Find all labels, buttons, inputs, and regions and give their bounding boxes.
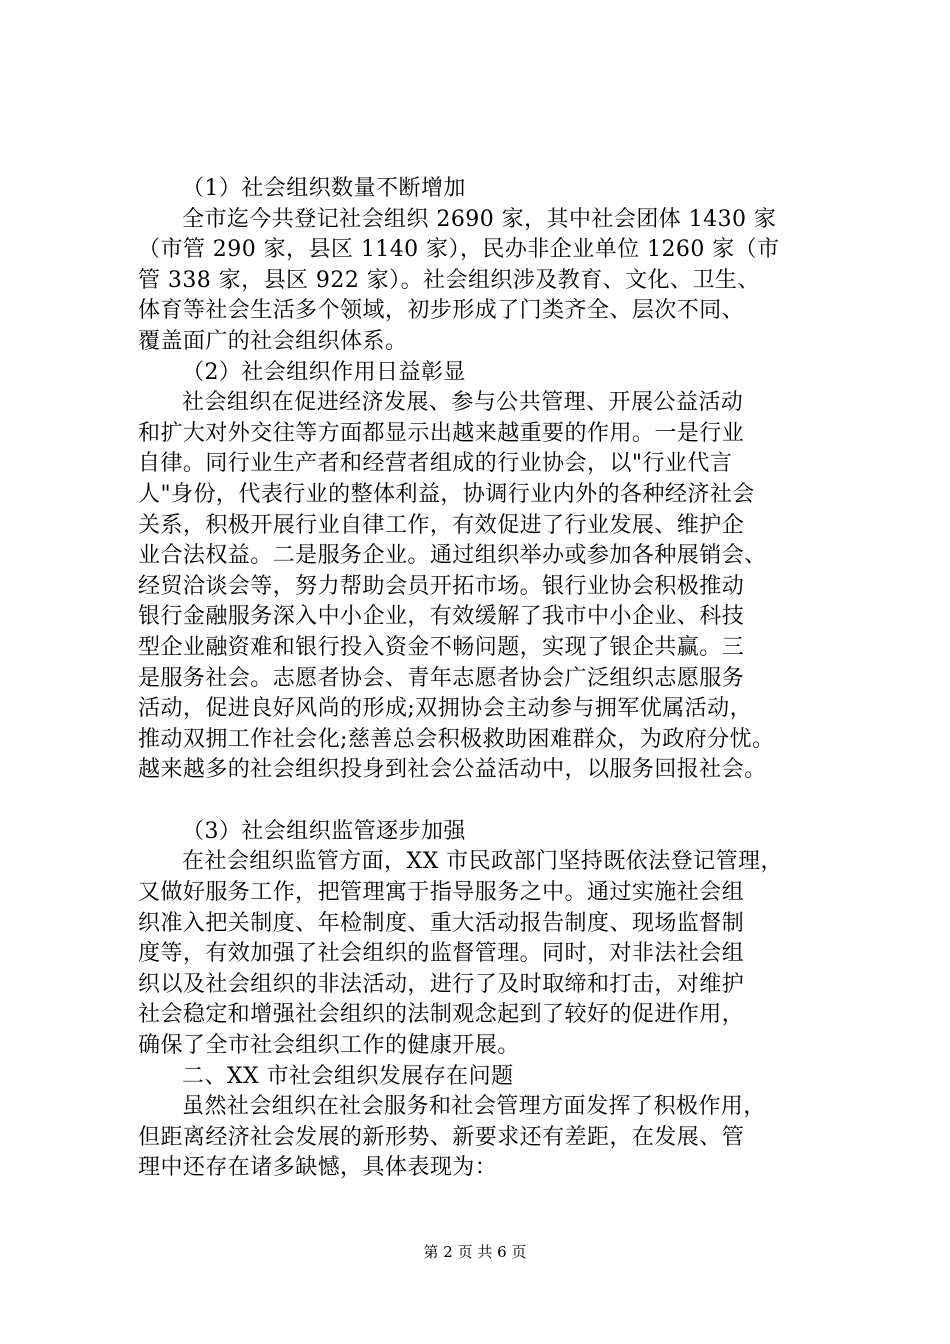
paragraph-line: 关系，积极开展行业自律工作，有效促进了行业发展、维护企 xyxy=(138,512,745,538)
paragraph-line: 在社会组织监管方面，XX 市民政部门坚持既依法登记管理， xyxy=(182,849,783,875)
page-footer: 第 2 页 共 6 页 xyxy=(423,1243,527,1261)
paragraph-line: 织准入把关制度、年检制度、重大活动报告制度、现场监督制 xyxy=(138,910,745,936)
paragraph-line: 业合法权益。二是服务企业。通过组织举办或参加各种展销会、 xyxy=(138,543,767,569)
paragraph-line: （市管 290 家，县区 1140 家），民办非企业单位 1260 家（市 xyxy=(138,237,780,263)
section-heading-3: （3）社会组织监管逐步加强 xyxy=(182,818,466,844)
paragraph-line: 活动，促进良好风尚的形成;双拥协会主动参与拥军优属活动， xyxy=(138,696,753,722)
chapter-heading-2: 二、XX 市社会组织发展存在问题 xyxy=(182,1063,514,1089)
paragraph-line: 银行金融服务深入中小企业，有效缓解了我市中小企业、科技 xyxy=(138,604,745,630)
paragraph-line: 织以及社会组织的非法活动，进行了及时取缔和打击，对维护 xyxy=(138,971,745,997)
document-body xyxy=(138,174,838,1184)
paragraph-gap xyxy=(138,786,838,817)
paragraph-line: 经贸洽谈会等，努力帮助会员开拓市场。银行业协会积极推动 xyxy=(138,573,745,599)
paragraph-line: 虽然社会组织在社会服务和社会管理方面发挥了积极作用， xyxy=(182,1094,766,1120)
paragraph-line: 确保了全市社会组织工作的健康开展。 xyxy=(138,1033,520,1059)
paragraph-line: 越来越多的社会组织投身到社会公益活动中，以服务回报社会。 xyxy=(138,757,767,783)
paragraph-line: 度等，有效加强了社会组织的监督管理。同时，对非法社会组 xyxy=(138,941,745,967)
paragraph-line: 社会组织在促进经济发展、参与公共管理、开展公益活动 xyxy=(182,390,744,416)
paragraph-line: 自律。同行业生产者和经营者组成的行业协会，以"行业代言 xyxy=(138,451,733,477)
paragraph-line: 人"身份，代表行业的整体利益，协调行业内外的各种经济社会 xyxy=(138,481,755,507)
paragraph-line: 管 338 家，县区 922 家）。社会组织涉及教育、文化、卫生、 xyxy=(138,267,760,293)
paragraph-line: 全市迄今共登记社会组织 2690 家，其中社会团体 1430 家 xyxy=(182,206,777,232)
paragraph-line: 推动双拥工作社会化;慈善总会积极救助困难群众，为政府分忧。 xyxy=(138,726,775,752)
paragraph-line: 和扩大对外交往等方面都显示出越来越重要的作用。一是行业 xyxy=(138,420,745,446)
section-heading-1: （1）社会组织数量不断增加 xyxy=(182,176,466,201)
paragraph-line: 但距离经济社会发展的新形势、新要求还有差距，在发展、管 xyxy=(138,1124,745,1150)
paragraph-line: 社会稳定和增强社会组织的法制观念起到了较好的促进作用， xyxy=(138,1002,745,1028)
paragraph-line: 覆盖面广的社会组织体系。 xyxy=(138,328,408,354)
paragraph-line: 理中还存在诸多缺憾，具体表现为： xyxy=(138,1155,498,1181)
paragraph-line: 体育等社会生活多个领域，初步形成了门类齐全、层次不同、 xyxy=(138,298,745,324)
paragraph-line: 又做好服务工作，把管理寓于指导服务之中。通过实施社会组 xyxy=(138,880,745,906)
section-heading-2: （2）社会组织作用日益彰显 xyxy=(182,359,466,385)
paragraph-line: 是服务社会。志愿者协会、青年志愿者协会广泛组织志愿服务 xyxy=(138,665,745,691)
paragraph-line: 型企业融资难和银行投入资金不畅问题，实现了银企共赢。三 xyxy=(138,634,745,660)
